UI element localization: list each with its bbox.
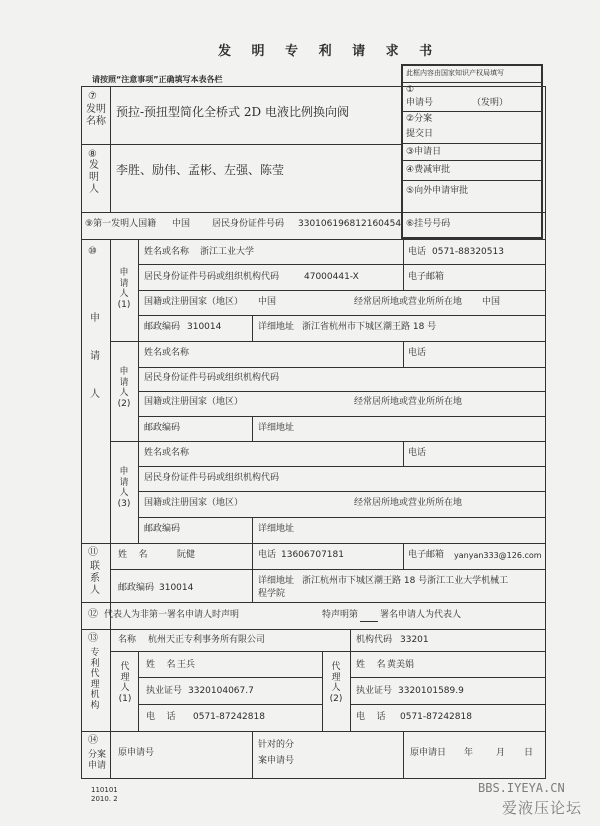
- col-divider: [322, 651, 323, 731]
- applicant-3-address-label: 详细地址: [258, 524, 295, 534]
- applicant-2-residence-label: 经常居所地或营业所所在地: [354, 397, 463, 407]
- applicant-2-address-label: 详细地址: [258, 423, 295, 433]
- row-divider: [81, 629, 546, 630]
- agent-1-name: 王兵: [177, 660, 196, 670]
- agent-2-phone: 0571-87242818: [400, 712, 472, 722]
- division-year: 年: [464, 748, 474, 758]
- form-code: 110101: [91, 786, 118, 794]
- notice-text: 请按照“注意事项”正确填写本表各栏: [92, 75, 223, 84]
- agency-label: 专利代理机构: [90, 648, 100, 712]
- row-divider: [81, 212, 546, 213]
- contact-email: yanyan333@126.com: [454, 551, 542, 560]
- filing-date-label: ③申请日: [406, 147, 442, 157]
- agent-1-label: 代理人(1): [118, 662, 132, 704]
- row-divider: [81, 144, 401, 145]
- inventors-value: 李胜、励伟、孟彬、左强、陈莹: [116, 163, 285, 177]
- divider: [401, 143, 543, 144]
- agent-2-name: 黄美娟: [387, 660, 415, 670]
- invention-label: 发明名称: [86, 104, 106, 127]
- division-target-line2: 案申请号: [258, 756, 295, 766]
- division-day: 日: [524, 748, 534, 758]
- applicant-1-postcode-label: 邮政编码: [144, 322, 181, 332]
- agent-2-label: 代理人(2): [329, 662, 343, 704]
- applicant-1-idorg-label: 居民身份证件号码或组织机构代码: [144, 272, 280, 282]
- applicant-section-num: ⑩: [88, 246, 97, 257]
- applicant-1-phone-label: 电话: [408, 247, 427, 257]
- agency-code: 33201: [400, 635, 429, 645]
- row-divider: [350, 677, 546, 678]
- row-divider: [138, 704, 322, 705]
- applicant-1-residence: 中国: [482, 297, 501, 307]
- contact-postcode-label: 邮政编码: [118, 583, 155, 593]
- invention-num: ⑦: [88, 91, 97, 102]
- applicant-2-country-label: 国籍或注册国家（地区）: [144, 397, 244, 407]
- applicant-1-country: 中国: [258, 297, 277, 307]
- office-item-1: ①: [406, 85, 415, 95]
- divider: [401, 82, 543, 83]
- agent-2-cert: 3320101589.9: [398, 686, 464, 696]
- col-divider: [403, 341, 404, 367]
- representative-num: ⑫: [88, 609, 98, 620]
- applicant-3-country-label: 国籍或注册国家（地区）: [144, 498, 244, 508]
- divider: [401, 160, 543, 161]
- row-divider: [110, 341, 546, 342]
- col-divider: [252, 517, 253, 543]
- applicant-2-label: 申请人(2): [117, 367, 131, 409]
- agency-name: 杭州天正专利事务所有限公司: [148, 635, 266, 645]
- row-divider: [81, 543, 546, 544]
- divider: [401, 111, 543, 112]
- row-divider: [81, 731, 546, 732]
- applicant-1-country-label: 国籍或注册国家（地区）: [144, 297, 244, 307]
- contact-address-label: 详细地址: [258, 576, 295, 586]
- applicant-3-residence-label: 经常居所地或营业所所在地: [354, 498, 463, 508]
- contact-postcode: 310014: [159, 583, 194, 593]
- first-inventor-id: 330106196812160454: [298, 219, 402, 229]
- agent-2-name-label: 姓 名: [356, 660, 386, 670]
- first-inventor-id-label: 居民身份证件号码: [212, 219, 285, 229]
- application-number-label: 申请号: [406, 98, 434, 108]
- applicant-2-postcode-label: 邮政编码: [144, 423, 181, 433]
- division-label: ②分案: [406, 114, 433, 124]
- row-divider: [138, 466, 546, 467]
- applicant-1-phone: 0571-88320513: [432, 247, 504, 257]
- page-title: 发 明 专 利 请 求 书: [218, 44, 441, 59]
- agency-num: ⑬: [88, 633, 98, 644]
- row-divider: [138, 367, 546, 368]
- row-divider: [81, 602, 546, 603]
- agent-2-phone-label: 电 话: [356, 712, 386, 722]
- division-num: ⑭: [88, 735, 98, 746]
- applicant-1-label: 申请人(1): [117, 268, 131, 310]
- contact-phone-label: 电话: [258, 550, 277, 560]
- row-divider: [138, 315, 546, 316]
- watermark-url: BBS.IYEYA.CN: [478, 781, 565, 795]
- applicant-section-label: 申请人: [90, 313, 100, 400]
- row-divider: [110, 569, 546, 570]
- agent-1-phone-label: 电 话: [146, 712, 176, 722]
- row-divider: [138, 517, 546, 518]
- representative-text-1: 代表人为非第一署名申请人时声明: [104, 610, 240, 620]
- foreign-filing-label: ⑤向外申请审批: [406, 186, 469, 196]
- contact-name: 阮健: [177, 550, 196, 560]
- contact-num: ⑪: [88, 547, 98, 558]
- contact-phone: 13606707181: [281, 550, 344, 560]
- col-divider: [403, 731, 404, 779]
- applicant-2-phone-label: 电话: [408, 348, 427, 358]
- applicant-3-postcode-label: 邮政编码: [144, 524, 181, 534]
- col-divider: [252, 543, 253, 602]
- representative-text-2: 特声明第: [322, 610, 359, 620]
- inventors-num: ⑧: [88, 149, 97, 160]
- applicant-2-idorg-label: 居民身份证件号码或组织机构代码: [144, 373, 280, 383]
- agent-1-cert: 3320104067.7: [188, 686, 254, 696]
- col-divider: [350, 629, 351, 651]
- applicant-3-idorg-label: 居民身份证件号码或组织机构代码: [144, 473, 280, 483]
- submission-date-label: 提交日: [406, 129, 434, 139]
- fee-reduction-label: ④费减审批: [406, 165, 451, 175]
- contact-address-line1: 浙江杭州市下城区潮王路 18 号浙江工业大学机械工: [302, 576, 509, 586]
- applicant-1-idorg: 47000441-X: [304, 272, 359, 282]
- col-divider: [252, 416, 253, 441]
- applicant-1-postcode: 310014: [187, 322, 222, 332]
- applicant-3-phone-label: 电话: [408, 448, 427, 458]
- first-inventor-nationality: 中国: [172, 219, 191, 229]
- col-divider: [138, 651, 139, 731]
- division-label: 分案申请: [87, 750, 106, 771]
- agent-2-cert-label: 执业证号: [356, 686, 393, 696]
- applicant-1-address: 浙江省杭州市下城区潮王路 18 号: [302, 322, 437, 332]
- col-divider: [403, 543, 404, 569]
- agency-code-label: 机构代码: [356, 635, 393, 645]
- row-divider: [110, 651, 546, 652]
- invention-title: 预拉-预扭型简化全桥式 2D 电液比例换向阀: [116, 105, 349, 119]
- col-divider: [252, 731, 253, 779]
- divider: [401, 180, 543, 181]
- agency-name-label: 名称: [118, 635, 137, 645]
- row-divider: [138, 290, 546, 291]
- representative-text-3: 署名申请人为代表人: [380, 610, 462, 620]
- row-divider: [350, 704, 546, 705]
- row-divider: [138, 491, 546, 492]
- row-divider: [138, 416, 546, 417]
- applicant-3-label: 申请人(3): [117, 467, 131, 509]
- applicant-1-name: 浙江工业大学: [200, 247, 255, 257]
- col-divider: [110, 86, 111, 212]
- applicant-1-email-label: 电子邮箱: [408, 272, 445, 282]
- blank-underline: [360, 621, 378, 622]
- applicant-1-address-label: 详细地址: [258, 322, 295, 332]
- agent-1-phone: 0571-87242818: [193, 712, 265, 722]
- first-inventor-label: ⑨第一发明人国籍: [85, 219, 157, 229]
- office-box-header: 此框内容由国家知识产权局填写: [406, 69, 504, 77]
- applicant-1-name-label: 姓名或名称: [144, 247, 190, 257]
- application-type: （发明）: [472, 98, 509, 108]
- col-divider: [252, 315, 253, 341]
- contact-name-label: 姓 名: [118, 550, 148, 560]
- contact-label: 联系人: [90, 561, 100, 596]
- col-divider: [350, 651, 351, 731]
- row-divider: [138, 677, 322, 678]
- form-date: 2010. 2: [91, 795, 118, 803]
- row-divider: [138, 264, 546, 265]
- division-orig-date-label: 原申请日: [410, 748, 447, 758]
- applicant-3-name-label: 姓名或名称: [144, 448, 190, 458]
- col-divider: [110, 239, 111, 629]
- agent-1-name-label: 姓 名: [146, 660, 176, 670]
- row-divider: [110, 441, 546, 442]
- applicant-2-name-label: 姓名或名称: [144, 348, 190, 358]
- watermark-site-name: 爱液压论坛: [502, 799, 583, 817]
- division-orig-no-label: 原申请号: [118, 748, 155, 758]
- row-divider: [81, 239, 546, 240]
- col-divider: [403, 441, 404, 466]
- applicant-1-residence-label: 经常居所地或营业所所在地: [354, 297, 463, 307]
- row-divider: [138, 391, 546, 392]
- contact-email-label: 电子邮箱: [408, 550, 445, 560]
- contact-address-line2: 程学院: [258, 589, 286, 599]
- inventors-label: 发明人: [89, 160, 99, 195]
- agent-1-cert-label: 执业证号: [146, 686, 183, 696]
- division-target-line1: 针对的分: [258, 740, 295, 750]
- division-month: 月: [496, 748, 506, 758]
- registration-number-label: ⑥挂号号码: [406, 219, 451, 229]
